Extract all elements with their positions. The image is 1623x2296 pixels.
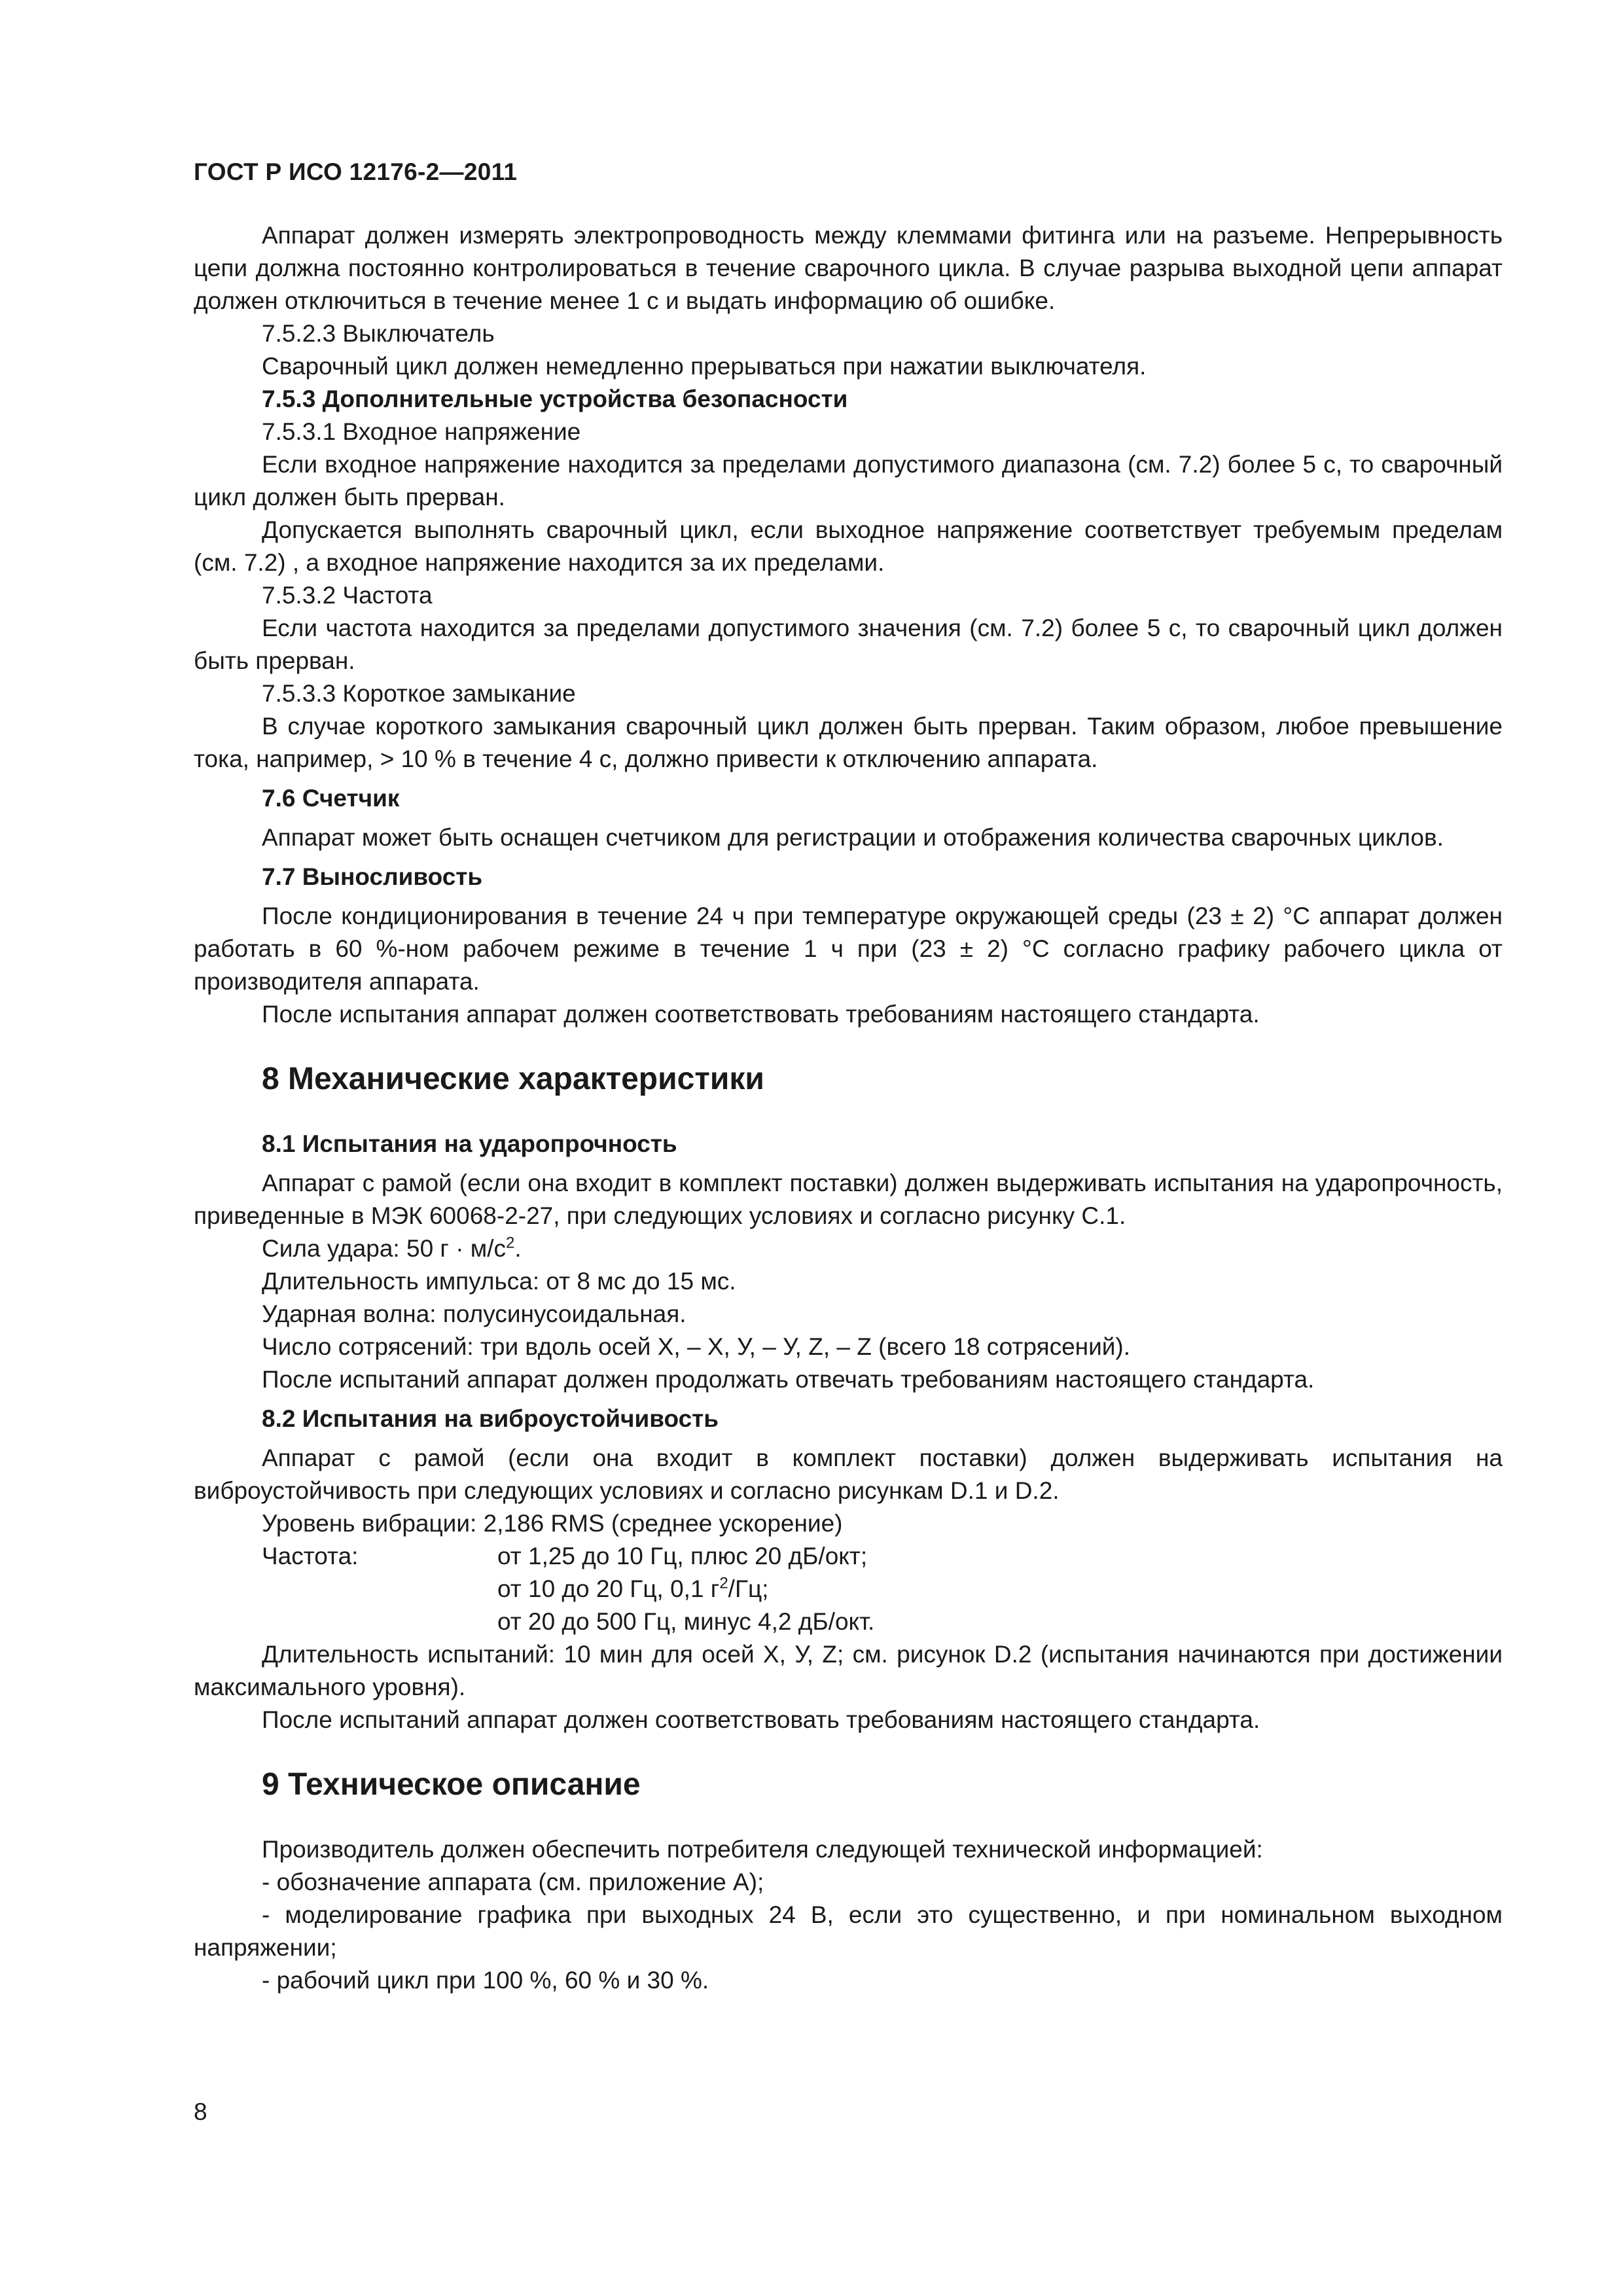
impact-force-line — [194, 1232, 1503, 1265]
paragraph: После испытания аппарат должен соответствовать требованиям настоящего стандарта. — [262, 1001, 1260, 1028]
paragraph: Число сотрясений: три вдоль осей X, – X, У, – У, Z, – Z (всего 18 сотрясений). — [262, 1333, 1131, 1360]
page-number: 8 — [194, 2098, 207, 2125]
document-body — [194, 219, 1503, 1997]
superscript: 2 — [719, 1574, 728, 1592]
paragraph: Ударная волна: полусинусоидальная. — [262, 1300, 687, 1327]
paragraph: Если входное напряжение находится за пределами допустимого диапазона (см. 7.2) более 5 с, то сварочный цикл должен быть прерван. — [194, 451, 1503, 511]
subsection-heading-7-5-3-1: 7.5.3.1 Входное напряжение — [262, 418, 581, 445]
section-heading-7-5-3: 7.5.3 Дополнительные устройства безопасности — [262, 386, 848, 412]
paragraph: После испытаний аппарат должен соответствовать требованиям настоящего стандарта. — [262, 1706, 1260, 1733]
chapter-heading-9: 9 Техническое описание — [262, 1767, 641, 1802]
frequency-value: от 10 до 20 Гц, 0,1 г — [497, 1575, 720, 1602]
paragraph: После испытаний аппарат должен продолжать отвечать требованиям настоящего стандарта. — [262, 1366, 1315, 1393]
subsection-heading-7-5-3-2: 7.5.3.2 Частота — [262, 582, 433, 609]
frequency-row — [194, 1540, 1503, 1573]
paragraph: Длительность импульса: от 8 мс до 15 мс. — [262, 1268, 736, 1295]
paragraph: После кондиционирования в течение 24 ч при температуре окружающей среды (23 ± 2) °С аппарат должен работать в 60 %-ном рабочем режиме в течение 1 ч при (23 ± 2) °С согласно графику рабочего цикла от производителя аппарата. — [194, 903, 1503, 995]
list-item: - моделирование графика при выходных 24 В, если это существенно, и при номинальном выходном напряжении; — [194, 1901, 1503, 1961]
paragraph: Если частота находится за пределами допустимого значения (см. 7.2) более 5 с, то сварочный цикл должен быть прерван. — [194, 615, 1503, 674]
paragraph: Допускается выполнять сварочный цикл, если выходное напряжение соответствует требуемым пределам (см. 7.2) , а входное напряжение находится за их пределами. — [194, 516, 1503, 576]
section-heading-7-6: 7.6 Счетчик — [262, 785, 400, 812]
list-item: - обозначение аппарата (см. приложение А); — [262, 1869, 764, 1895]
superscript: 2 — [506, 1234, 515, 1252]
frequency-value: от 1,25 до 10 Гц, плюс 20 дБ/окт; — [497, 1543, 868, 1570]
paragraph: Производитель должен обеспечить потребителя следующей технической информацией: — [262, 1836, 1263, 1863]
paragraph: Уровень вибрации: 2,186 RMS (среднее ускорение) — [262, 1510, 843, 1537]
paragraph: Сварочный цикл должен немедленно прерываться при нажатии выключателя. — [262, 353, 1147, 380]
section-heading-8-1: 8.1 Испытания на ударопрочность — [262, 1130, 677, 1157]
list-item: - рабочий цикл при 100 %, 60 % и 30 %. — [262, 1967, 709, 1994]
paragraph: Аппарат должен измерять электропроводность между клеммами фитинга или на разъеме. Непрерывность цепи должна постоянно контролироваться в течение сварочного цикла. В случае разрыва выходной цепи аппарат должен отключиться в течение менее 1 с и выдать информацию об ошибке. — [194, 222, 1503, 314]
frequency-label: Частота: — [262, 1543, 359, 1570]
subsection-heading-7-5-2-3: 7.5.2.3 Выключатель — [262, 320, 495, 347]
standard-header: ГОСТ Р ИСО 12176-2—2011 — [194, 158, 518, 185]
frequency-unit: /Гц; — [728, 1575, 769, 1602]
chapter-heading-8: 8 Механические характеристики — [262, 1062, 764, 1096]
section-heading-8-2: 8.2 Испытания на виброустойчивость — [262, 1405, 719, 1432]
section-heading-7-7: 7.7 Выносливость — [262, 863, 483, 890]
paragraph: В случае короткого замыкания сварочный цикл должен быть прерван. Таким образом, любое превышение тока, например, > 10 % в течение 4 с, должно привести к отключению аппарата. — [194, 713, 1503, 772]
paragraph: Длительность испытаний: 10 мин для осей X, У, Z; см. рисунок D.2 (испытания начинаются при достижении максимального уровня). — [194, 1641, 1503, 1700]
paragraph: Аппарат с рамой (если она входит в комплект поставки) должен выдерживать испытания на виброустойчивость при следующих условиях и согласно рисункам D.1 и D.2. — [194, 1444, 1503, 1504]
frequency-value: от 20 до 500 Гц, минус 4,2 дБ/окт. — [497, 1608, 875, 1635]
paragraph: Аппарат с рамой (если она входит в комплект поставки) должен выдерживать испытания на ударопрочность, приведенные в МЭК 60068-2-27, при следующих условиях и согласно рисунку С.1. — [194, 1170, 1503, 1229]
impact-force-text: Сила удара: 50 г · м/с — [262, 1235, 507, 1262]
paragraph: Аппарат может быть оснащен счетчиком для регистрации и отображения количества сварочных циклов. — [262, 824, 1444, 851]
frequency-value-line — [194, 1573, 1503, 1605]
subsection-heading-7-5-3-3: 7.5.3.3 Короткое замыкание — [262, 680, 576, 707]
punctuation: . — [514, 1235, 522, 1262]
